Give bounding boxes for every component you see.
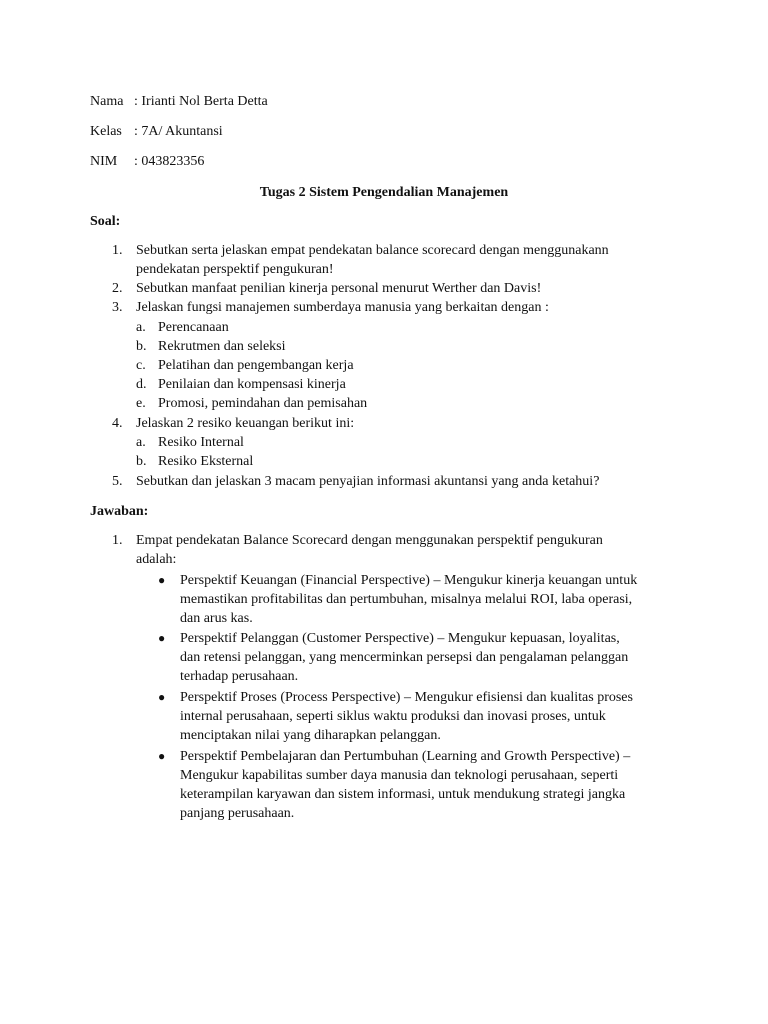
bullet-line: Mengukur kapabilitas sumber daya manusia dan teknologi perusahaan, seperti <box>180 768 619 783</box>
nama-value: : Irianti Nol Berta Detta <box>134 94 268 109</box>
bullet-line: Perspektif Pelanggan (Customer Perspective) – Mengukur kepuasan, loyalitas, <box>180 631 620 646</box>
question-5-line: Sebutkan dan jelaskan 3 macam penyajian informasi akuntansi yang anda ketahui? <box>136 474 600 489</box>
question-3-sub-mark: b. <box>136 339 147 354</box>
bullet-line: keterampilan karyawan dan sistem informasi, untuk mendukung strategi jangka <box>180 787 626 802</box>
question-4-sub-mark: b. <box>136 454 147 469</box>
question-3-sub-item: Rekrutmen dan seleksi <box>158 339 286 354</box>
question-1-line: pendekatan perspektif pengukuran! <box>136 262 334 277</box>
soal-heading: Soal: <box>90 214 121 229</box>
question-3-sub-mark: c. <box>136 358 146 373</box>
nama-label: Nama <box>90 94 124 109</box>
question-3-sub-item: Pelatihan dan pengembangan kerja <box>158 358 354 373</box>
answer-1-number: 1. <box>112 533 123 548</box>
question-3-sub-mark: a. <box>136 320 146 335</box>
question-3-number: 3. <box>112 300 123 315</box>
question-3-sub-mark: e. <box>136 396 146 411</box>
question-3-line: Jelaskan fungsi manajemen sumberdaya manusia yang berkaitan dengan : <box>136 300 549 315</box>
question-5-number: 5. <box>112 474 123 489</box>
question-3-sub-item: Promosi, pemindahan dan pemisahan <box>158 396 368 411</box>
question-4-sub-mark: a. <box>136 435 146 450</box>
bullet-line: terhadap perusahaan. <box>180 669 299 684</box>
question-2-line: Sebutkan manfaat penilian kinerja personal menurut Werther dan Davis! <box>136 281 542 296</box>
document-title: Tugas 2 Sistem Pengendalian Manajemen <box>259 185 509 200</box>
bullet-line: menciptakan nilai yang diharapkan pelanggan. <box>180 728 441 743</box>
question-4-sub-item: Resiko Eksternal <box>158 454 254 469</box>
bullet-line: dan arus kas. <box>180 611 253 626</box>
nim-value: : 043823356 <box>134 154 205 169</box>
question-1-line: Sebutkan serta jelaskan empat pendekatan balance scorecard dengan menggunakann <box>136 243 609 258</box>
question-4-line: Jelaskan 2 resiko keuangan berikut ini: <box>136 416 355 431</box>
question-2-number: 2. <box>112 281 123 296</box>
bullet-line: memastikan profitabilitas dan pertumbuhan, misalnya melalui ROI, laba operasi, <box>180 592 633 607</box>
bullet-line: Perspektif Pembelajaran dan Pertumbuhan (Learning and Growth Perspective) – <box>180 749 631 764</box>
bullet-icon: ● <box>158 749 166 763</box>
bullet-line: Perspektif Keuangan (Financial Perspective) – Mengukur kinerja keuangan untuk <box>180 573 638 588</box>
bullet-icon: ● <box>158 631 166 645</box>
bullet-line: Perspektif Proses (Process Perspective) – Mengukur efisiensi dan kualitas proses <box>180 690 633 705</box>
jawaban-heading: Jawaban: <box>90 504 149 519</box>
bullet-icon: ● <box>158 573 166 587</box>
kelas-label: Kelas <box>90 124 122 139</box>
bullet-icon: ● <box>158 690 166 704</box>
kelas-value: : 7A/ Akuntansi <box>134 124 223 139</box>
question-3-sub-item: Penilaian dan kompensasi kinerja <box>158 377 346 392</box>
nim-label: NIM <box>90 154 118 169</box>
question-4-sub-item: Resiko Internal <box>158 435 244 450</box>
answer-1-line: Empat pendekatan Balance Scorecard dengan menggunakan perspektif pengukuran <box>136 533 603 548</box>
question-3-sub-item: Perencanaan <box>158 320 229 335</box>
bullet-line: internal perusahaan, seperti siklus waktu produksi dan inovasi proses, untuk <box>180 709 606 724</box>
bullet-line: panjang perusahaan. <box>180 806 295 821</box>
question-3-sub-mark: d. <box>136 377 147 392</box>
question-1-number: 1. <box>112 243 123 258</box>
question-4-number: 4. <box>112 416 123 431</box>
bullet-line: dan retensi pelanggan, yang mencerminkan persepsi dan pengalaman pelanggan <box>180 650 629 665</box>
answer-1-line: adalah: <box>136 552 177 567</box>
